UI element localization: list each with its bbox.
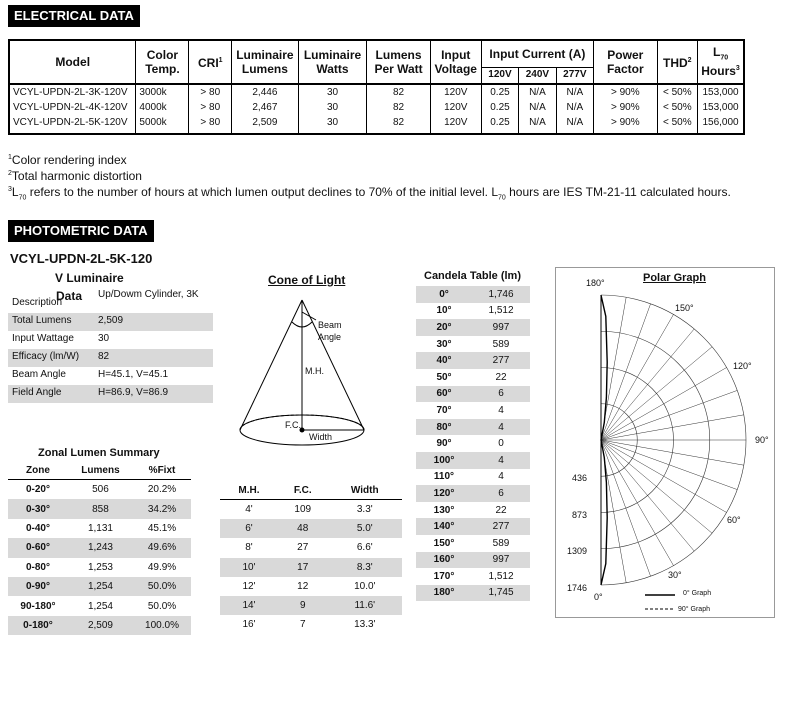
table-row bbox=[416, 352, 530, 369]
table-cell: 50.0% bbox=[133, 577, 191, 596]
table-row bbox=[8, 480, 191, 500]
col-color-temp: Color Temp. bbox=[136, 40, 189, 84]
col-input-voltage: Input Voltage bbox=[430, 40, 481, 84]
table-row bbox=[416, 585, 530, 602]
candela-angle: 70° bbox=[436, 404, 452, 416]
table-cell: 30 bbox=[298, 115, 367, 134]
candela-angle: 170° bbox=[433, 570, 455, 582]
polar-spoke bbox=[601, 329, 694, 440]
candela-value: 277 bbox=[472, 352, 530, 369]
mh-col-mh: M.H. bbox=[220, 481, 278, 500]
candela-angle: 110° bbox=[433, 471, 455, 483]
zonal-lumen-title: Zonal Lumen Summary bbox=[38, 447, 160, 459]
table-cell: 0-60° bbox=[8, 538, 68, 557]
polar-label-180: 180° bbox=[586, 278, 605, 288]
table-cell: 50.0% bbox=[147, 600, 177, 612]
cone-angle-label: Angle bbox=[318, 332, 342, 342]
cone-of-light-title: Cone of Light bbox=[268, 273, 346, 287]
table-row bbox=[8, 577, 191, 596]
col-lumens-per-watt: Lumens Per Watt bbox=[367, 40, 430, 84]
table-row bbox=[416, 485, 530, 502]
table-row bbox=[220, 500, 402, 520]
table-cell: 858 bbox=[68, 499, 133, 518]
data-value: 82 bbox=[94, 349, 213, 367]
table-cell: 10.0' bbox=[354, 580, 376, 592]
table-cell: 30 bbox=[298, 84, 367, 100]
candela-angle: 150° bbox=[433, 537, 455, 549]
table-cell: 48 bbox=[278, 519, 328, 538]
candela-value: 22 bbox=[495, 371, 507, 383]
data-value: H=45.1, V=45.1 bbox=[98, 369, 169, 380]
candela-value: 4 bbox=[472, 452, 530, 469]
col-thd: THD$^2$ bbox=[657, 40, 698, 84]
polar-radial-1309: 1309 bbox=[567, 546, 588, 556]
data-value: 30 bbox=[98, 333, 110, 344]
table-cell: 12' bbox=[242, 580, 256, 592]
table-cell: 153,000 bbox=[698, 84, 744, 100]
data-label: Description bbox=[12, 297, 63, 308]
table-row bbox=[416, 502, 530, 519]
polar-label-0: 0° bbox=[594, 592, 603, 602]
candela-angle: 140° bbox=[416, 518, 472, 535]
candela-value: 6 bbox=[472, 485, 530, 502]
cone-mh-label: M.H. bbox=[305, 366, 324, 376]
footnote-2: $^2$Total harmonic distortion bbox=[8, 169, 142, 183]
table-row bbox=[416, 336, 530, 353]
candela-angle: 180° bbox=[416, 585, 472, 602]
candela-value: 589 bbox=[492, 537, 510, 549]
candela-value: 4 bbox=[472, 419, 530, 436]
table-row bbox=[416, 435, 530, 452]
electrical-data-heading: ELECTRICAL DATA bbox=[8, 5, 140, 27]
mounting-height-table bbox=[220, 481, 402, 634]
table-cell: 8.3' bbox=[328, 558, 402, 577]
zonal-col-pct: %Fixt bbox=[133, 462, 191, 480]
cone-fc-label: F.C. bbox=[285, 420, 302, 430]
candela-angle: 50° bbox=[436, 371, 452, 383]
list-item bbox=[8, 367, 213, 385]
candela-angle: 80° bbox=[416, 419, 472, 436]
candela-table-title: Candela Table (lm) bbox=[424, 270, 521, 282]
table-cell: 0-20° bbox=[25, 484, 50, 496]
polar-radial-1746: 1746 bbox=[567, 583, 588, 593]
data-value: 2,509 bbox=[94, 313, 213, 331]
cone-left-edge bbox=[240, 300, 302, 430]
polar-spoke bbox=[601, 304, 651, 440]
polar-label-90: 90° bbox=[755, 435, 769, 445]
candela-value: 4 bbox=[498, 471, 504, 483]
table-cell: 120V bbox=[430, 84, 481, 100]
table-cell: 1,243 bbox=[68, 538, 133, 557]
table-row bbox=[8, 558, 191, 577]
table-cell: 100.0% bbox=[133, 616, 191, 635]
table-row bbox=[416, 386, 530, 403]
candela-angle: 20° bbox=[416, 319, 472, 336]
candela-value: 997 bbox=[472, 319, 530, 336]
table-row bbox=[8, 616, 191, 635]
polar-radial-873: 873 bbox=[572, 510, 588, 520]
polar-label-30: 30° bbox=[668, 570, 682, 580]
polar-graph-title: Polar Graph bbox=[643, 272, 706, 284]
table-cell: 1,131 bbox=[87, 522, 113, 534]
candela-angle: 30° bbox=[436, 338, 452, 350]
table-cell: 17 bbox=[278, 558, 328, 577]
table-cell: 0-90° bbox=[8, 577, 68, 596]
table-row bbox=[416, 402, 530, 419]
luminaire-heading: V Luminaire bbox=[55, 271, 124, 285]
photometric-data-heading: PHOTOMETRIC DATA bbox=[8, 220, 154, 242]
table-cell: 11.6' bbox=[328, 596, 402, 615]
table-cell: 0-40° bbox=[25, 522, 50, 534]
polar-label-150: 150° bbox=[675, 303, 694, 313]
table-cell: 1,254 bbox=[68, 577, 133, 596]
table-cell: 3.3' bbox=[356, 504, 373, 516]
polar-spoke bbox=[601, 440, 712, 533]
candela-angle: 40° bbox=[416, 352, 472, 369]
table-cell: 90-180° bbox=[20, 600, 56, 612]
candela-value: 997 bbox=[472, 552, 530, 569]
table-row bbox=[8, 538, 191, 557]
candela-value: 6 bbox=[472, 386, 530, 403]
table-row bbox=[416, 452, 530, 469]
col-240v: 240V bbox=[519, 67, 556, 84]
data-label: Efficacy (lm/W) bbox=[8, 349, 94, 367]
table-row bbox=[416, 286, 530, 303]
cone-width-label: Width bbox=[309, 432, 333, 442]
table-cell: 109 bbox=[294, 504, 312, 516]
candela-angle: 130° bbox=[433, 504, 455, 516]
polar-spoke bbox=[601, 440, 651, 576]
table-cell: > 90% bbox=[594, 115, 657, 134]
table-cell: > 90% bbox=[594, 100, 657, 115]
table-row bbox=[416, 419, 530, 436]
table-cell: 4000k bbox=[136, 100, 189, 115]
table-row bbox=[8, 519, 191, 538]
table-row bbox=[220, 519, 402, 538]
table-cell: 153,000 bbox=[698, 100, 744, 115]
table-cell: 16' bbox=[242, 619, 256, 631]
data-label: Input Wattage bbox=[12, 333, 74, 344]
candela-value: 277 bbox=[472, 518, 530, 535]
candela-angle: 160° bbox=[416, 552, 472, 569]
polar-legend-90: 90° Graph bbox=[678, 606, 710, 613]
table-cell: N/A bbox=[556, 84, 593, 100]
table-cell: N/A bbox=[519, 115, 556, 134]
candela-value: 1,512 bbox=[488, 570, 514, 582]
data-label: Total Lumens bbox=[8, 313, 94, 331]
table-cell: 156,000 bbox=[698, 115, 744, 134]
candela-value: 1,746 bbox=[472, 286, 530, 303]
cone-beam-label: Beam bbox=[318, 320, 342, 330]
table-cell: N/A bbox=[556, 100, 593, 115]
table-row bbox=[416, 518, 530, 535]
table-cell: 82 bbox=[367, 115, 430, 134]
table-cell: 82 bbox=[367, 100, 430, 115]
mh-col-width: Width bbox=[328, 481, 402, 500]
table-cell: 6' bbox=[220, 519, 278, 538]
table-cell: 0-30° bbox=[8, 499, 68, 518]
polar-label-60: 60° bbox=[727, 515, 741, 525]
table-cell: 1,253 bbox=[87, 561, 113, 573]
table-cell: 2,509 bbox=[68, 616, 133, 635]
table-cell: 49.9% bbox=[147, 561, 177, 573]
table-cell: VCYL-UPDN-2L-4K-120V bbox=[9, 100, 136, 115]
table-cell: 7 bbox=[299, 619, 306, 631]
col-luminaire-watts: Luminaire Watts bbox=[298, 40, 367, 84]
candela-angle: 120° bbox=[416, 485, 472, 502]
table-row bbox=[416, 535, 530, 552]
data-label: Beam Angle bbox=[12, 369, 66, 380]
polar-spoke bbox=[601, 440, 737, 490]
table-cell: 49.6% bbox=[133, 538, 191, 557]
luminaire-data-table bbox=[8, 287, 213, 403]
table-row bbox=[416, 303, 530, 320]
col-cri: CRI$^1$ bbox=[189, 40, 232, 84]
table-cell: < 50% bbox=[657, 100, 698, 115]
table-cell: 120V bbox=[430, 115, 481, 134]
table-cell: N/A bbox=[519, 100, 556, 115]
table-cell: 82 bbox=[367, 84, 430, 100]
table-row bbox=[220, 615, 402, 634]
candela-table bbox=[416, 286, 530, 601]
candela-value: 589 bbox=[492, 338, 510, 350]
table-cell: 45.1% bbox=[147, 522, 177, 534]
data-value: H=86.9, V=86.9 bbox=[94, 385, 213, 403]
table-cell: > 90% bbox=[594, 84, 657, 100]
table-row bbox=[220, 577, 402, 596]
zonal-col-zone: Zone bbox=[8, 462, 68, 480]
col-luminaire-lumens: Luminaire Lumens bbox=[232, 40, 299, 84]
table-cell: > 80 bbox=[189, 115, 232, 134]
col-120v: 120V bbox=[481, 67, 518, 84]
table-cell: 0.25 bbox=[481, 115, 518, 134]
zonal-lumen-table bbox=[8, 462, 191, 635]
col-l70-hours: $L_{70}$ Hours$^3$ bbox=[698, 40, 744, 84]
table-cell: > 80 bbox=[189, 100, 232, 115]
footnote-3: $^3L_{70}$ refers to the number of hours at which lumen output declines to 70% of the initial level. $L_{70}$ hours are IES TM-21-11 calculated hours. bbox=[8, 185, 731, 202]
table-cell: 0-80° bbox=[25, 561, 50, 573]
table-cell: 27 bbox=[297, 542, 309, 554]
data-value: Up/Dowm Cylinder, 3K bbox=[98, 289, 199, 300]
table-row bbox=[416, 568, 530, 585]
table-row bbox=[416, 552, 530, 569]
table-cell: 8' bbox=[245, 542, 253, 554]
table-cell: < 50% bbox=[657, 115, 698, 134]
list-item bbox=[8, 313, 213, 331]
electrical-data-table bbox=[8, 39, 745, 135]
table-row bbox=[220, 596, 402, 615]
candela-value: 0 bbox=[498, 438, 504, 450]
beam-angle-arc bbox=[302, 312, 316, 320]
table-row bbox=[8, 596, 191, 615]
table-cell: 4' bbox=[245, 504, 253, 516]
table-row bbox=[416, 319, 530, 336]
table-cell: 2,467 bbox=[232, 100, 299, 115]
data-heading: Data bbox=[56, 289, 83, 303]
polar-radial-436: 436 bbox=[572, 473, 588, 483]
table-row bbox=[416, 469, 530, 486]
table-row bbox=[416, 369, 530, 386]
candela-value: 22 bbox=[495, 504, 507, 516]
table-row bbox=[9, 84, 744, 100]
polar-spoke bbox=[601, 440, 694, 551]
table-cell: 9 bbox=[278, 596, 328, 615]
polar-spoke bbox=[601, 390, 737, 440]
mh-col-fc: F.C. bbox=[278, 481, 328, 500]
candela-angle: 0° bbox=[416, 286, 472, 303]
table-row bbox=[9, 100, 744, 115]
table-cell: > 80 bbox=[189, 84, 232, 100]
polar-legend-0: 0° Graph bbox=[683, 590, 712, 597]
table-cell: 5000k bbox=[136, 115, 189, 134]
data-label: Field Angle bbox=[8, 385, 94, 403]
table-cell: 2,509 bbox=[232, 115, 299, 134]
table-cell: < 50% bbox=[657, 84, 698, 100]
candela-angle: 90° bbox=[436, 438, 452, 450]
table-cell: 13.3' bbox=[354, 619, 376, 631]
table-cell: 30 bbox=[298, 100, 367, 115]
table-cell: 12 bbox=[297, 580, 309, 592]
table-cell: 20.2% bbox=[147, 484, 177, 496]
table-cell: 34.2% bbox=[133, 499, 191, 518]
list-item bbox=[8, 349, 213, 367]
candela-angle: 10° bbox=[436, 305, 452, 317]
table-row bbox=[8, 499, 191, 518]
list-item bbox=[8, 331, 213, 349]
table-cell: 0-180° bbox=[8, 616, 68, 635]
list-item bbox=[8, 385, 213, 403]
table-cell: N/A bbox=[519, 84, 556, 100]
col-power-factor: Power Factor bbox=[594, 40, 657, 84]
table-cell: 14' bbox=[220, 596, 278, 615]
polar-label-120: 120° bbox=[733, 361, 752, 371]
table-cell: 5.0' bbox=[328, 519, 402, 538]
table-cell: 3000k bbox=[136, 84, 189, 100]
list-item bbox=[8, 287, 213, 313]
table-cell: 2,446 bbox=[232, 84, 299, 100]
table-cell: 0.25 bbox=[481, 84, 518, 100]
table-cell: VCYL-UPDN-2L-5K-120V bbox=[9, 115, 136, 134]
polar-spoke bbox=[601, 347, 712, 440]
table-cell: 6.6' bbox=[356, 542, 373, 554]
table-cell: N/A bbox=[556, 115, 593, 134]
table-row bbox=[9, 115, 744, 134]
candela-value: 1,512 bbox=[488, 305, 514, 317]
table-row bbox=[220, 558, 402, 577]
table-cell: 1,254 bbox=[87, 600, 113, 612]
table-cell: 120V bbox=[430, 100, 481, 115]
table-cell: 10' bbox=[220, 558, 278, 577]
col-model: Model bbox=[9, 40, 136, 84]
zonal-col-lumens: Lumens bbox=[68, 462, 133, 480]
photometric-model: VCYL-UPDN-2L-5K-120 bbox=[10, 251, 153, 266]
table-cell: 0.25 bbox=[481, 100, 518, 115]
candela-angle: 60° bbox=[416, 386, 472, 403]
candela-value: 1,745 bbox=[472, 585, 530, 602]
table-row bbox=[220, 538, 402, 557]
footnote-1: $^1$Color rendering index bbox=[8, 153, 127, 167]
candela-angle: 100° bbox=[416, 452, 472, 469]
table-cell: 506 bbox=[92, 484, 109, 496]
candela-value: 4 bbox=[498, 404, 504, 416]
col-277v: 277V bbox=[556, 67, 593, 84]
col-input-current: Input Current (A) bbox=[481, 40, 593, 67]
table-cell: VCYL-UPDN-2L-3K-120V bbox=[9, 84, 136, 100]
